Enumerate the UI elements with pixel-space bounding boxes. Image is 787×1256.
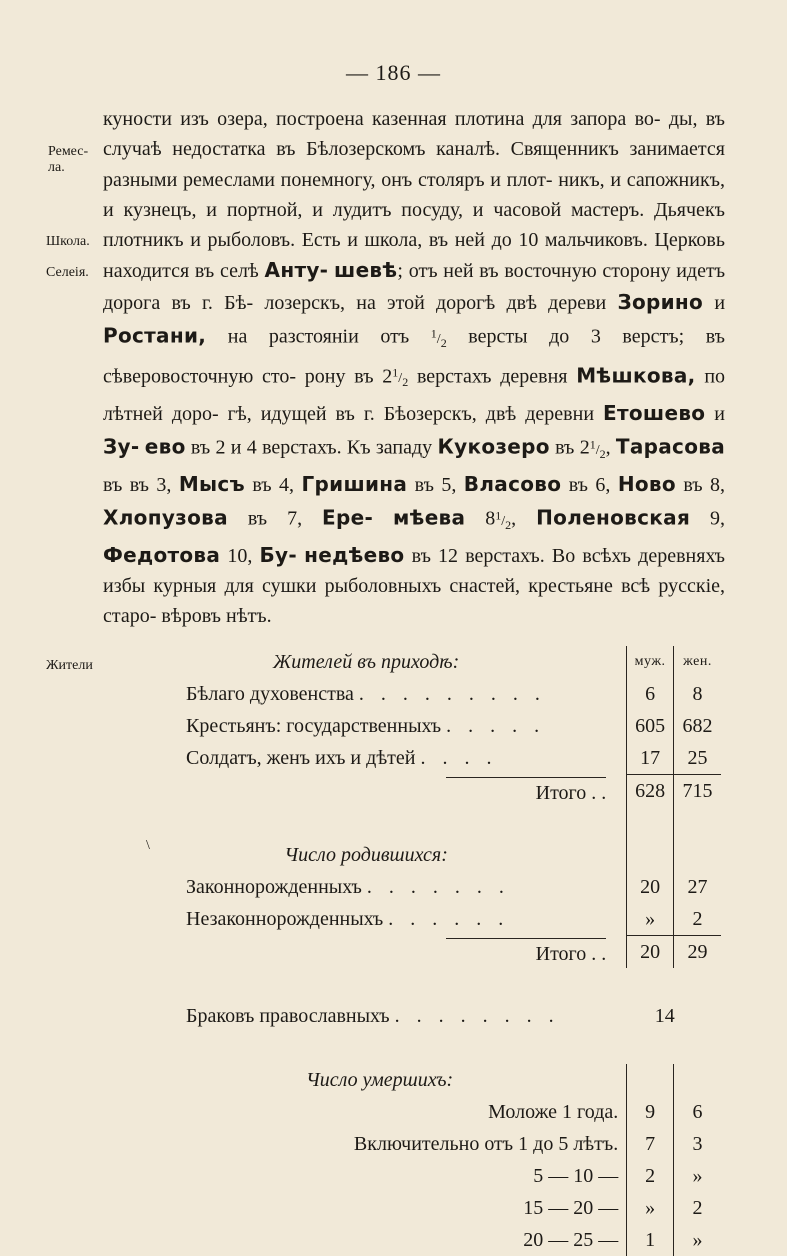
village-antushevo: Анту- xyxy=(264,258,329,283)
margin-note-residents: Жители xyxy=(46,658,93,673)
statistics-table xyxy=(106,646,721,1256)
margin-note-school: Школа. xyxy=(46,234,90,249)
village-mys: Мысъ xyxy=(178,471,245,496)
table-header-row xyxy=(106,646,721,678)
village-fedotova: Федотова xyxy=(103,542,221,567)
table-row: Включительно отъ 1 до 5 лѣтъ. 7 3 xyxy=(106,1128,721,1160)
village-tarasova: Тарасова xyxy=(615,434,725,459)
village-myshkova: Мѣшкова, xyxy=(576,363,696,388)
table-row: Моложе 1 года. 9 6 xyxy=(106,1096,721,1128)
table-row: Незаконнорожденныхъ . . . . . . » 2 xyxy=(106,903,721,936)
total-row: Итого . . 628 715 xyxy=(106,775,721,808)
table-header-row xyxy=(106,839,721,871)
village-kukozero: Кукозеро xyxy=(437,434,550,459)
margin-note-crafts: Ремес- ла. xyxy=(48,144,89,175)
col-female: жен. xyxy=(673,646,721,678)
village-novo: Ново xyxy=(617,471,676,496)
village-rostani: Ростани, xyxy=(103,323,207,348)
table-row: Бѣлаго духовенства . . . . . . . . . 6 8 xyxy=(106,678,721,710)
village-zorino: Зорино xyxy=(617,289,704,314)
table-row: Солдатъ, женъ ихъ и дѣтей . . . . 17 25 xyxy=(106,742,721,775)
births-header: Число родившихся: xyxy=(284,843,448,866)
total-row: Итого . . 20 29 xyxy=(106,936,721,969)
village-eremeeva: Ере- xyxy=(322,505,374,530)
village-polenovskaya: Поленовская xyxy=(536,505,691,530)
statistics-table-wrap xyxy=(106,646,721,1256)
residents-header: Жителей въ приходѣ: xyxy=(272,650,460,673)
village-budedevo: Бу- xyxy=(259,542,297,567)
deaths-header: Число умершихъ: xyxy=(306,1068,454,1091)
fraction-half: $^1/_2$ xyxy=(430,326,447,350)
village-etoshevo: Етошево xyxy=(603,400,706,425)
table-row: Законнорожденныхъ . . . . . . . 20 27 xyxy=(106,871,721,903)
marriages-row: Браковъ православныхъ . . . . . . . . 14 xyxy=(186,1004,675,1027)
table-row: 15 — 20 — » 2 xyxy=(106,1192,721,1224)
village-vlasovo: Власово xyxy=(463,471,562,496)
table-header-row xyxy=(106,1064,721,1096)
table-row: 20 — 25 — 1 » xyxy=(106,1224,721,1256)
margin-note-settlements: Селеія. xyxy=(46,265,89,280)
table-row: Крестьянъ: государственныхъ . . . . . 605 682 xyxy=(106,710,721,742)
page-number: — 186 — xyxy=(346,60,441,85)
stray-mark: \ xyxy=(146,838,150,853)
village-khlopuzova: Хлопузова xyxy=(103,505,228,530)
table-row: 5 — 10 — 2 » xyxy=(106,1160,721,1192)
col-male: муж. xyxy=(627,646,674,678)
main-paragraph: куности изъ озера, построена казенная плотина для запора во- ды, въ случаѣ недостатка въ Бѣлозерскомъ каналѣ. Священникъ занимается разными ремеслами понемногу, онъ столяръ и плот- никъ, и сапожникъ, и кузнецъ, и портной, и лудитъ посуду, и часовой мастеръ. Дьячекъ плотникъ и рыболовъ. Есть и школа, въ ней до 10 мальчиковъ. Церковь находится въ селѣ Анту- шевѣ; отъ ней въ восточную сторону идетъ дорога въ г. Бѣ- лозерскъ, на этой дорогѣ двѣ дереви Зорино и Ростани, на разстояніи отъ $^1/_2$ версты до 3 верстъ; въ сѣверовосточную сто- рону въ $2^1/_2$ верстахъ деревня Мѣшкова, по лѣтней доро- гѣ, идущей въ г. Бѣозерскъ, двѣ деревни Етошево и Зу- ево въ 2 и 4 верстахъ. Къ западу Кукозеро въ $2^1/_2$, Тарасова въ въ 3, Мысъ въ 4, Гришина въ 5, Власово въ 6, Ново въ 8, Хлопузова въ 7, Ере- мѣева $8^1/_2$, Поленовская 9, Федотова 10, Бу- недѣево въ 12 верстахъ. Во всѣхъ деревняхъ избы курныя для сушки рыболовныхъ снастей, крестьяне всѣ русскіе, старо- вѣровъ нѣтъ. xyxy=(103,108,726,628)
village-zuevo: Зу- xyxy=(103,434,140,459)
village-grishina: Гришина xyxy=(301,471,408,496)
